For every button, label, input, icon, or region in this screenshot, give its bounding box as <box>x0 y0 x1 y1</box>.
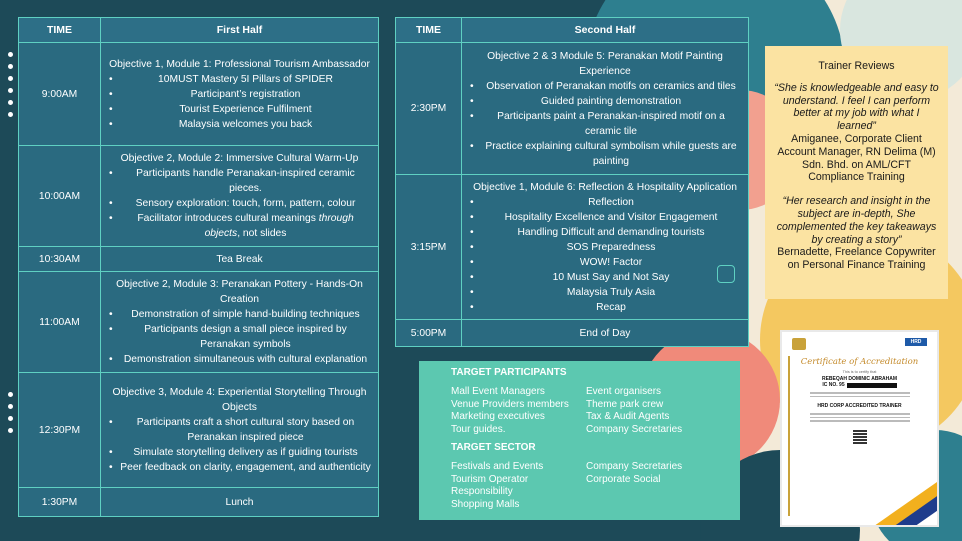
review <box>773 82 940 184</box>
module-title: Objective 1, Module 6: Reflection & Hospitality Application <box>473 181 737 193</box>
bullet-item: • Recap <box>468 300 742 315</box>
bullet-item: • Hospitality Excellence and Visitor Engagement <box>468 210 742 225</box>
decorative-dots-bottom <box>8 392 13 440</box>
certificate-border <box>788 356 790 516</box>
bullet-item: • Malaysia welcomes you back <box>107 117 372 132</box>
bullet-item: • Peer feedback on clarity, engagement, and authenticity <box>107 460 372 475</box>
bullet-item: • Sensory exploration: touch, form, pattern, colour <box>107 196 372 211</box>
time-cell: 10:00AM <box>19 146 101 247</box>
time-cell: 9:00AM <box>19 43 101 146</box>
participant-item: Theme park crew <box>586 398 664 410</box>
review-quote: “Her research and insight in the subject are in-depth, She complemented the key takeaways by creating a story” <box>776 195 937 246</box>
module-bullets <box>107 72 372 132</box>
time-cell: 1:30PM <box>19 488 101 517</box>
sector-item: Tourism Operator Responsibility <box>451 473 529 497</box>
certificate-title: Certificate of Accreditation <box>800 357 919 367</box>
certificate-ic-label: IC NO. 95 <box>822 382 845 388</box>
certificate-fine-print <box>810 413 910 422</box>
review-author: Bernadette, Freelance Copywriter on Personal Finance Training <box>777 246 936 272</box>
module-cell <box>462 43 749 175</box>
bullet-item: • Participants paint a Peranakan-inspired motif on a ceramic tile <box>468 109 742 139</box>
first-half-schedule-table <box>18 17 379 517</box>
trainer-reviews-box <box>765 46 948 299</box>
time-cell: 5:00PM <box>396 320 462 347</box>
participant-item: Tour guides. <box>451 423 506 435</box>
bullet-item: • Participants handle Peranakan-inspired ceramic pieces. <box>107 166 372 196</box>
break-cell: Tea Break <box>101 247 379 272</box>
decorative-square-icon <box>717 265 735 283</box>
bullet-emphasis: through objects <box>204 213 354 239</box>
certificate-name: REBEQAH DOMINIC ABRAHAM <box>821 376 898 382</box>
reviews-title: Trainer Reviews <box>818 60 895 72</box>
table-row <box>19 43 379 146</box>
module-bullets <box>107 307 372 367</box>
module-cell <box>462 175 749 320</box>
module-title: Objective 2 & 3 Module 5: Peranakan Motif Painting Experience <box>487 50 723 77</box>
target-sector-list <box>451 461 730 511</box>
certificate-fine-print <box>810 392 910 397</box>
certificate-ic <box>782 382 937 388</box>
bullet-item: • Practice explaining cultural symbolism while guests are painting <box>468 139 742 169</box>
table-row <box>396 43 749 175</box>
target-sector-heading: TARGET SECTOR <box>451 442 536 453</box>
bullet-item: • Tourist Experience Fulfilment <box>107 102 372 117</box>
bullet-item: • Simulate storytelling delivery as if guiding tourists <box>107 445 372 460</box>
bullet-item: • SOS Preparedness <box>468 240 742 255</box>
accreditation-certificate-image <box>780 330 939 527</box>
time-column-header: TIME <box>19 18 101 43</box>
bullet-item: • Malaysia Truly Asia <box>468 285 742 300</box>
bullet-item: • Participants design a small piece inspired by Peranakan symbols <box>107 322 372 352</box>
module-title: Objective 3, Module 4: Experiential Storytelling Through Objects <box>112 387 367 413</box>
table-row <box>19 373 379 488</box>
table-row <box>19 272 379 373</box>
review <box>773 195 940 272</box>
module-title: Objective 2, Module 2: Immersive Cultural Warm-Up <box>120 153 359 164</box>
module-cell <box>101 146 379 247</box>
module-bullets <box>107 166 372 241</box>
bullet-item: • Participant’s registration <box>107 87 372 102</box>
table-row <box>19 488 379 517</box>
module-cell <box>101 272 379 373</box>
bullet-item: • Handling Difficult and demanding tourists <box>468 225 742 240</box>
target-audience-box <box>419 361 740 520</box>
table-row <box>19 146 379 247</box>
participant-item: Event organisers <box>586 386 662 397</box>
bullet-item: • Demonstration simultaneous with cultural explanation <box>107 352 372 367</box>
table-header-row <box>19 18 379 43</box>
sector-item: Shopping Malls <box>451 498 520 510</box>
table-row <box>19 247 379 272</box>
certificate-awarded-text: This is to certify that <box>842 370 877 374</box>
module-bullets <box>107 415 372 475</box>
time-cell: 10:30AM <box>19 247 101 272</box>
bullet-item: • 10MUST Mastery 5I Pillars of SPIDER <box>107 72 372 87</box>
participant-item: Tax & Audit Agents <box>586 411 670 422</box>
table-row <box>396 175 749 320</box>
module-bullets <box>468 195 742 315</box>
module-cell <box>101 373 379 488</box>
module-title: Objective 2, Module 3: Peranakan Pottery - Hands-On Creation <box>116 279 363 305</box>
time-cell: 12:30PM <box>19 373 101 488</box>
time-column-header: TIME <box>396 18 462 43</box>
time-cell: 2:30PM <box>396 43 462 175</box>
sector-item: Festivals and Events <box>451 461 544 472</box>
bullet-text-end: , not slides <box>237 228 287 239</box>
first-half-column-header: First Half <box>101 18 379 43</box>
redaction-bar <box>847 383 897 388</box>
bullet-item: • WOW! Factor <box>468 255 742 270</box>
module-title: Objective 1, Module 1: Professional Tourism Ambassador <box>109 58 370 70</box>
bullet-item: • Participants craft a short cultural story based on Peranakan inspired piece <box>107 415 372 445</box>
bullet-item: • 10 Must Say and Not Say <box>468 270 742 285</box>
participant-item: Company Secretaries <box>586 423 683 435</box>
target-participants-heading: TARGET PARTICIPANTS <box>451 367 567 378</box>
bullet-item <box>107 211 372 241</box>
time-cell: 3:15PM <box>396 175 462 320</box>
target-participants-list <box>451 386 730 436</box>
bullet-item: • Guided painting demonstration <box>468 94 742 109</box>
module-bullets <box>468 79 742 169</box>
bullet-item: • Observation of Peranakan motifs on ceramics and tiles <box>468 79 742 94</box>
bullet-item: • Reflection <box>468 195 742 210</box>
decorative-dots-top <box>8 52 13 124</box>
review-quote: “She is knowledgeable and easy to understand. I feel I can perform better at my job with what I learned” <box>774 81 939 133</box>
sector-item: Corporate Social <box>586 473 661 485</box>
second-half-column-header: Second Half <box>462 18 749 43</box>
table-row <box>396 320 749 347</box>
time-cell: 11:00AM <box>19 272 101 373</box>
break-cell: End of Day <box>462 320 749 347</box>
review-author: Amiganee, Corporate Client Account Manager, RN Delima (M) Sdn. Bhd. on AML/CFT Compliance Training <box>777 132 936 184</box>
second-half-schedule-table <box>395 17 749 347</box>
bullet-text: Facilitator introduces cultural meanings <box>137 213 319 224</box>
bullet-item: • Demonstration of simple hand-building techniques <box>107 307 372 322</box>
participant-item: Marketing executives <box>451 411 545 422</box>
participant-item: Mall Event Managers <box>451 386 545 397</box>
qr-code-icon <box>853 430 867 444</box>
hrd-logo: HRD <box>905 338 927 346</box>
crest-icon <box>792 338 806 350</box>
certificate-trainer-title: HRD CORP ACCREDITED TRAINER <box>817 403 902 409</box>
participant-item: Venue Providers members <box>451 398 569 410</box>
break-cell: Lunch <box>101 488 379 517</box>
certificate-logos <box>782 332 937 350</box>
sector-item: Company Secretaries <box>586 461 683 472</box>
module-cell <box>101 43 379 146</box>
table-header-row <box>396 18 749 43</box>
